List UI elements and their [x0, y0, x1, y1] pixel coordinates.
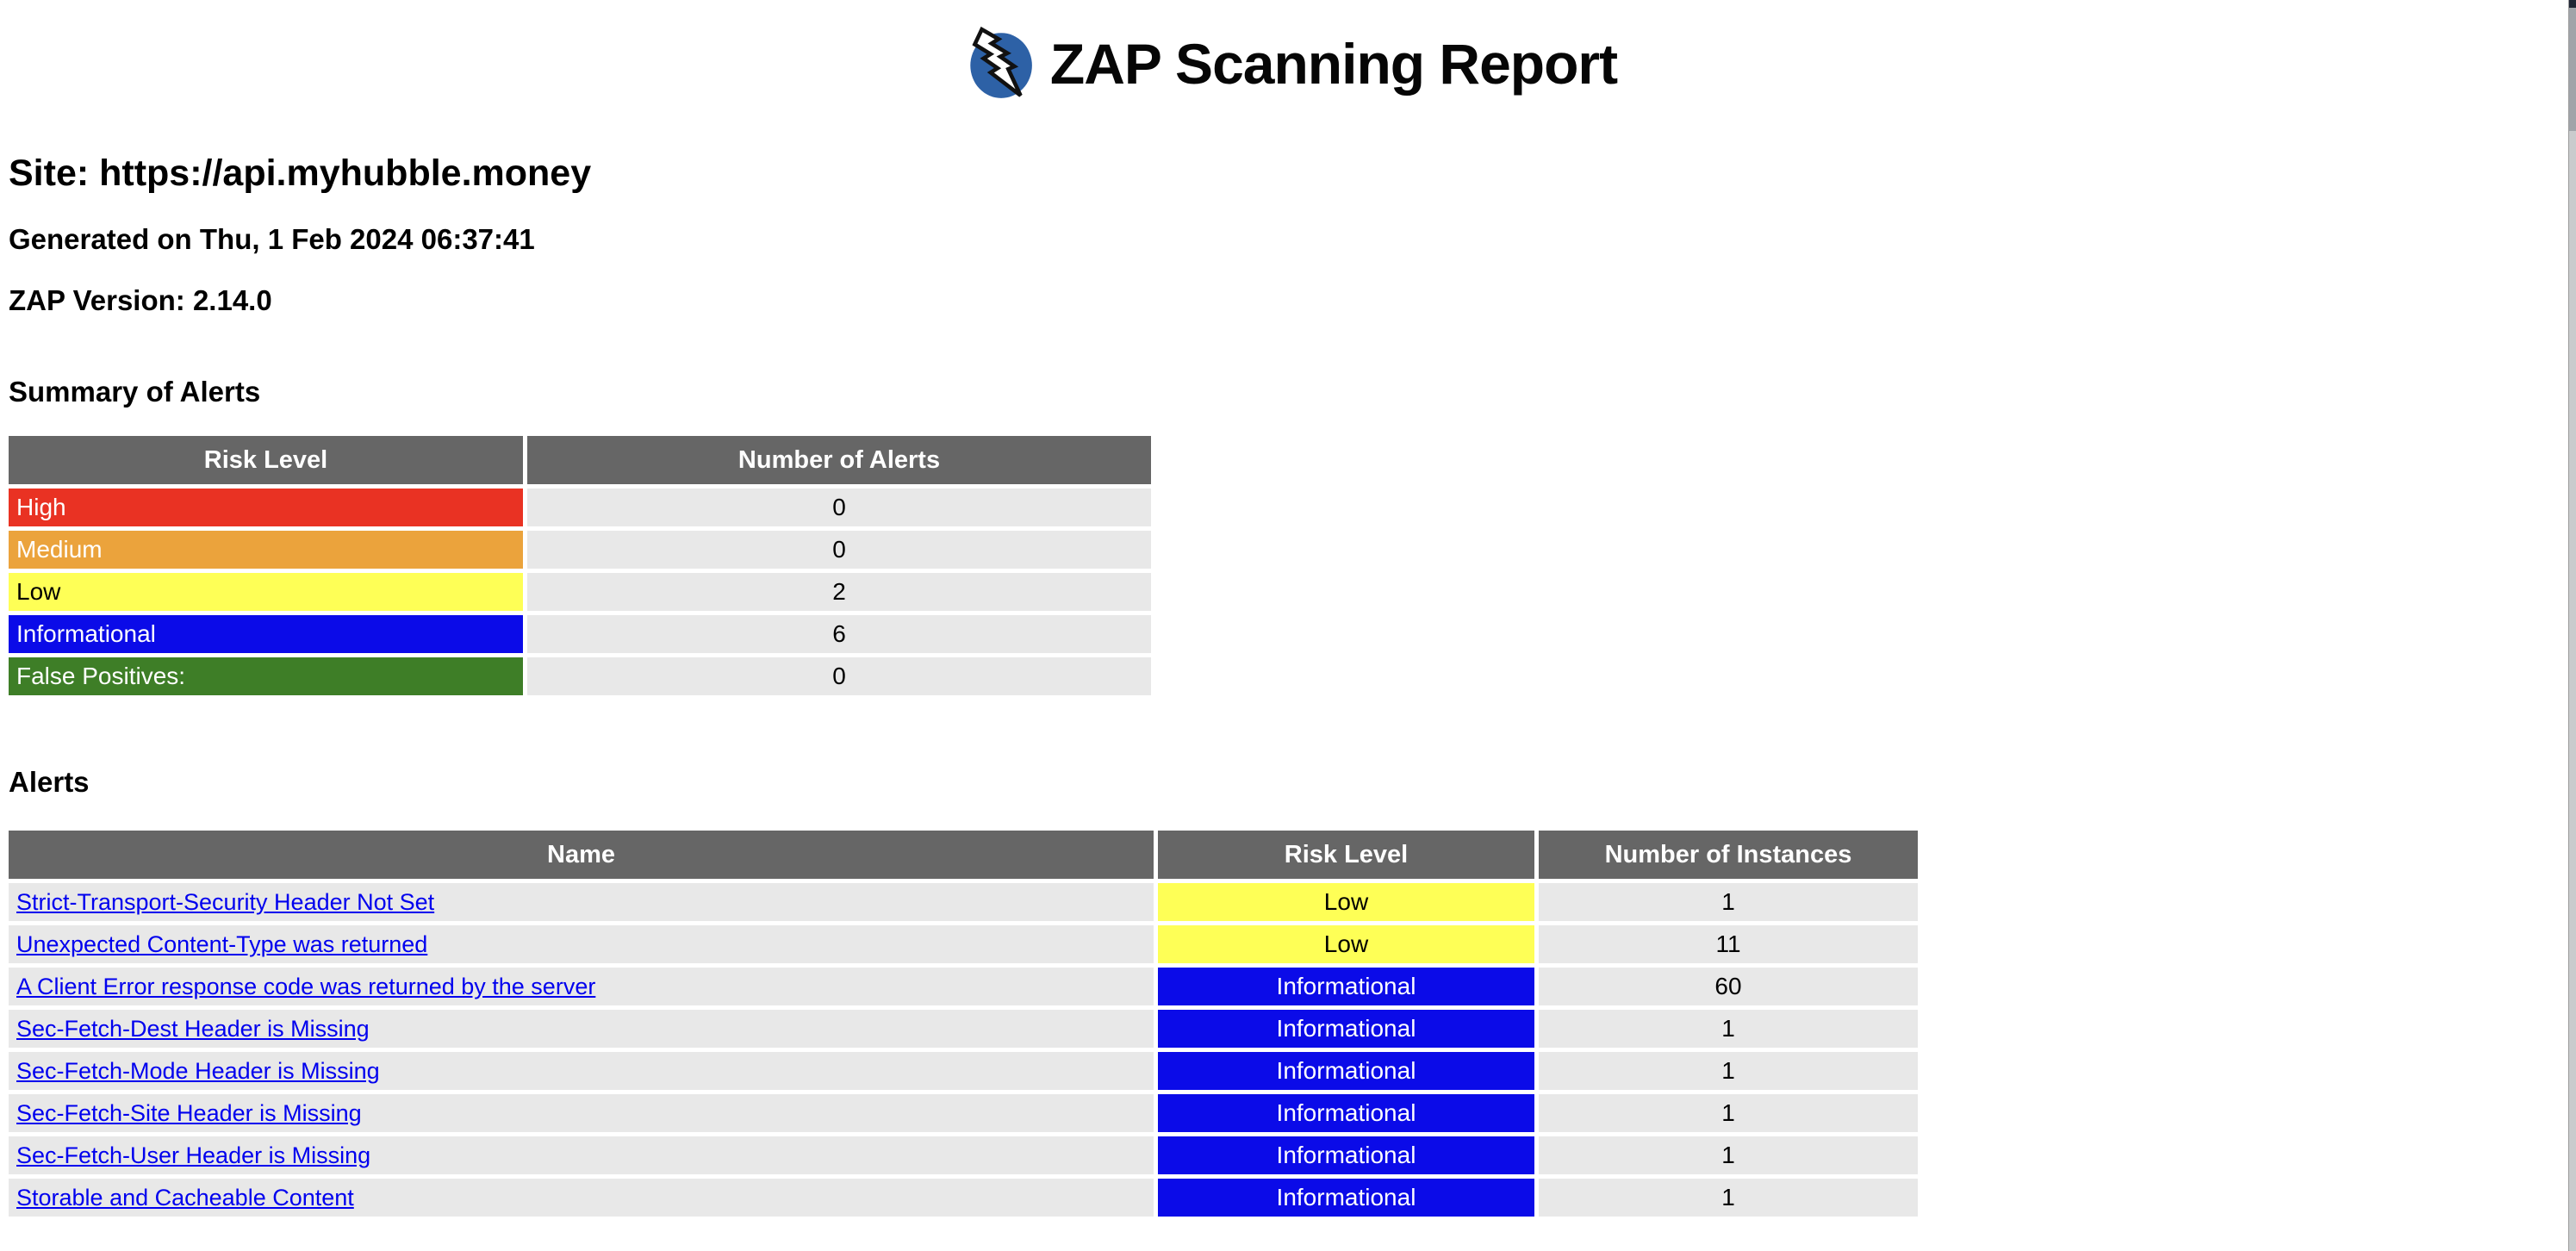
alert-row [9, 1136, 1918, 1174]
summary-row-false-positives [9, 657, 1151, 695]
alert-link[interactable]: Strict-Transport-Security Header Not Set [16, 889, 435, 915]
scrollbar-top-cap [2569, 0, 2576, 8]
alerts-col-number-of-instances: Number of Instances [1539, 831, 1918, 879]
summary-row-high [9, 489, 1151, 526]
alert-risk-cell: Informational [1158, 968, 1534, 1005]
alert-instances-cell: 1 [1539, 1179, 1918, 1217]
alert-row [9, 925, 1918, 963]
alert-count: 2 [527, 573, 1151, 611]
alert-name-cell [9, 1010, 1154, 1048]
page-title: ZAP Scanning Report [1049, 32, 1618, 96]
alert-name-cell [9, 925, 1154, 963]
risk-level-label: Medium [9, 531, 523, 569]
summary-row-medium [9, 531, 1151, 569]
alert-count: 0 [527, 489, 1151, 526]
alert-risk-cell: Informational [1158, 1136, 1534, 1174]
alert-link[interactable]: Storable and Cacheable Content [16, 1185, 354, 1211]
alert-risk-cell: Low [1158, 925, 1534, 963]
alert-link[interactable]: Sec-Fetch-Dest Header is Missing [16, 1016, 370, 1042]
alerts-table [4, 826, 1922, 1221]
alert-row [9, 1094, 1918, 1132]
generated-heading: Generated on Thu, 1 Feb 2024 06:37:41 [9, 223, 535, 255]
alert-row [9, 883, 1918, 921]
alert-link[interactable]: Sec-Fetch-Site Header is Missing [16, 1100, 362, 1126]
alert-link[interactable]: A Client Error response code was returned by the server [16, 974, 596, 999]
alert-name-cell [9, 1136, 1154, 1174]
alert-instances-cell: 1 [1539, 1094, 1918, 1132]
alert-risk-cell: Informational [1158, 1094, 1534, 1132]
report-header [0, 0, 2576, 103]
alert-instances-cell: 1 [1539, 1010, 1918, 1048]
alert-risk-cell: Informational [1158, 1052, 1534, 1090]
risk-level-label: False Positives: [9, 657, 523, 695]
risk-level-label: High [9, 489, 523, 526]
summary-heading: Summary of Alerts [9, 376, 261, 408]
alert-risk-cell: Low [1158, 883, 1534, 921]
risk-level-label: Informational [9, 615, 523, 653]
alert-risk-cell: Informational [1158, 1179, 1534, 1217]
alerts-col-name: Name [9, 831, 1154, 879]
alert-instances-cell: 11 [1539, 925, 1918, 963]
summary-table [4, 432, 1155, 700]
alert-count: 6 [527, 615, 1151, 653]
alerts-col-risk-level: Risk Level [1158, 831, 1534, 879]
scrollbar[interactable] [2568, 0, 2576, 1251]
alerts-heading: Alerts [9, 766, 90, 798]
alert-name-cell [9, 968, 1154, 1005]
alert-name-cell [9, 1052, 1154, 1090]
alert-count: 0 [527, 657, 1151, 695]
alert-row [9, 1179, 1918, 1217]
alert-instances-cell: 1 [1539, 1136, 1918, 1174]
version-heading: ZAP Version: 2.14.0 [9, 284, 272, 316]
alert-instances-cell: 1 [1539, 883, 1918, 921]
alert-risk-cell: Informational [1158, 1010, 1534, 1048]
alert-row [9, 1010, 1918, 1048]
alert-row [9, 968, 1918, 1005]
alert-link[interactable]: Sec-Fetch-Mode Header is Missing [16, 1058, 380, 1084]
alert-name-cell [9, 1094, 1154, 1132]
alert-count: 0 [527, 531, 1151, 569]
summary-col-number-of-alerts: Number of Alerts [527, 436, 1151, 484]
site-heading: Site: https://api.myhubble.money [9, 152, 592, 194]
alerts-header-row [9, 831, 1918, 879]
alert-link[interactable]: Sec-Fetch-User Header is Missing [16, 1142, 371, 1168]
summary-header-row [9, 436, 1151, 484]
zap-logo-icon [959, 25, 1036, 103]
risk-level-label: Low [9, 573, 523, 611]
alert-name-cell [9, 883, 1154, 921]
alert-link[interactable]: Unexpected Content-Type was returned [16, 931, 428, 957]
scrollbar-thumb[interactable] [2569, 8, 2576, 131]
summary-row-informational [9, 615, 1151, 653]
alert-instances-cell: 60 [1539, 968, 1918, 1005]
alert-instances-cell: 1 [1539, 1052, 1918, 1090]
summary-col-risk-level: Risk Level [9, 436, 523, 484]
alert-name-cell [9, 1179, 1154, 1217]
alert-row [9, 1052, 1918, 1090]
summary-row-low [9, 573, 1151, 611]
